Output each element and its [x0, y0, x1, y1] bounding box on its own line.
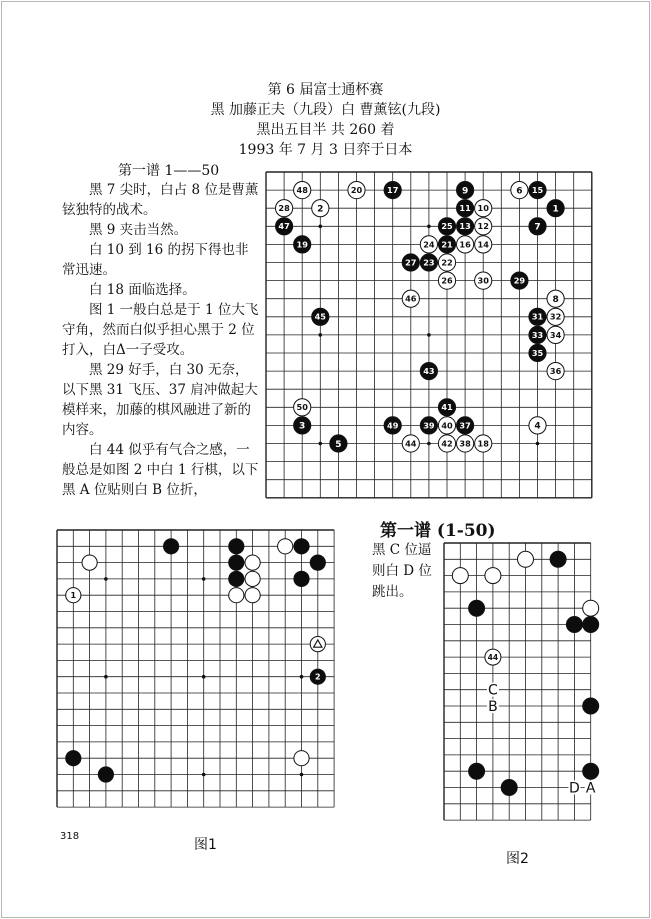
move-number: 23 — [423, 257, 435, 268]
star-point — [104, 675, 108, 679]
figure1-go-board — [57, 530, 357, 830]
black-stone — [550, 551, 566, 567]
black-stone — [469, 763, 485, 779]
move-number: 22 — [441, 257, 453, 268]
move-number: 33 — [531, 329, 544, 340]
move-number: 30 — [477, 275, 489, 286]
white-stone — [229, 588, 244, 603]
move-number: 48 — [296, 185, 308, 196]
move-number: 16 — [459, 239, 471, 250]
star-point — [300, 675, 304, 679]
black-stone — [469, 600, 485, 616]
figure2-caption: 图2 — [506, 851, 529, 867]
white-stone — [278, 539, 293, 554]
move-number: 8 — [552, 294, 559, 305]
star-point — [427, 225, 431, 229]
white-stone — [452, 568, 468, 584]
move-number: 3 — [299, 421, 306, 432]
point-label: A — [585, 780, 596, 797]
move-number: 25 — [441, 221, 453, 232]
move-number: 29 — [513, 275, 526, 286]
move-number: 41 — [441, 402, 453, 413]
white-stone — [245, 588, 260, 603]
figure1-caption: 图1 — [194, 837, 217, 853]
side-note: 黑 C 位逼则白 D 位跳出。 — [372, 542, 432, 600]
white-stone — [294, 751, 309, 766]
star-point — [300, 773, 304, 777]
move-number: 39 — [423, 420, 435, 431]
move-number: 40 — [441, 420, 453, 431]
board-grid — [444, 543, 591, 820]
move-number: 21 — [441, 239, 453, 250]
point-label: B — [488, 699, 498, 715]
move-number: 9 — [461, 186, 469, 197]
commentary-text — [62, 180, 262, 500]
move-number: 49 — [387, 420, 399, 431]
game-title: 第 6 届富士通杯赛 — [267, 82, 384, 98]
paragraph: 图 1 一般白总是于 1 位大飞守角，然而白似乎担心黑于 2 位打入，白Δ一子受攻。 — [62, 302, 259, 358]
white-stone — [310, 637, 325, 652]
point-label: D — [569, 780, 580, 797]
move-number: 18 — [477, 438, 489, 449]
move-number: 17 — [387, 185, 399, 196]
black-stone — [583, 617, 599, 633]
result-line: 黑出五目半 共 260 着 — [256, 122, 395, 138]
black-stone — [310, 555, 325, 570]
black-stone — [294, 539, 309, 554]
main-go-board — [266, 172, 606, 512]
black-stone — [583, 698, 599, 714]
move-number: 1 — [552, 204, 559, 215]
white-stone — [583, 600, 599, 616]
move-number: 35 — [531, 347, 544, 358]
move-number: 2 — [315, 672, 321, 682]
star-point — [319, 225, 323, 229]
star-point — [104, 577, 108, 581]
section-title: 第一谱 1——50 — [118, 163, 220, 179]
move-number: 31 — [531, 311, 544, 322]
move-number: 24 — [423, 239, 435, 250]
move-number: 36 — [549, 366, 562, 377]
move-number: 38 — [459, 438, 471, 449]
move-number: 15 — [531, 185, 544, 196]
move-number: 47 — [278, 221, 290, 232]
white-stone — [82, 555, 97, 570]
move-number: 10 — [477, 203, 489, 214]
paragraph: 白 44 似乎有气合之感，一般总是如图 2 中白 1 行棋，以下黑 A 位贴则白 B 位折， — [62, 442, 259, 498]
point-label: C — [488, 682, 498, 699]
move-number: 37 — [459, 420, 471, 431]
move-number: 45 — [314, 311, 326, 322]
white-stone — [245, 555, 260, 570]
white-stone — [245, 571, 260, 586]
black-stone — [566, 617, 582, 633]
black-stone — [229, 571, 244, 586]
paragraph: 白 10 到 16 的拐下得也非常迅速。 — [62, 242, 249, 278]
paragraph: 白 18 面临选择。 — [62, 282, 196, 298]
move-number: 34 — [549, 329, 562, 340]
move-number: 28 — [278, 203, 290, 214]
star-point — [202, 675, 206, 679]
move-number: 46 — [405, 293, 417, 304]
move-number: 13 — [459, 221, 471, 232]
move-number: 42 — [441, 438, 453, 449]
main-board-caption: 第一谱 (1-50) — [380, 521, 496, 541]
move-number: 2 — [317, 204, 324, 215]
move-number: 7 — [534, 222, 541, 233]
move-number: 32 — [549, 311, 562, 322]
black-stone — [229, 555, 244, 570]
black-stone — [164, 539, 179, 554]
move-number: 14 — [477, 239, 489, 250]
move-number: 20 — [350, 185, 363, 196]
star-point — [536, 442, 540, 446]
black-stone — [229, 539, 244, 554]
move-number: 6 — [516, 186, 523, 197]
star-point — [202, 577, 206, 581]
board-grid — [57, 530, 334, 807]
page-number: 318 — [60, 831, 80, 842]
move-number: 12 — [477, 221, 489, 232]
move-number: 44 — [405, 438, 417, 449]
star-point — [427, 442, 431, 446]
move-number: 19 — [296, 239, 308, 250]
white-stone — [518, 551, 534, 567]
white-stone — [485, 568, 501, 584]
figure2-go-board — [444, 543, 604, 843]
star-point — [319, 333, 323, 337]
date-line: 1993 年 7 月 3 日弈于日本 — [238, 142, 413, 158]
move-number: 5 — [335, 439, 342, 450]
black-stone — [98, 767, 113, 782]
paragraph: 黑 29 好手，白 30 无奈，以下黑 31 飞压、37 肩冲做起大模样来，加藤的棋风融进了新的内容。 — [62, 362, 258, 438]
black-stone — [66, 751, 81, 766]
paragraph: 黑 7 尖时，白占 8 位是曹薰铉独特的战术。 — [62, 182, 259, 218]
move-number: 50 — [296, 402, 308, 413]
move-number: 44 — [487, 652, 499, 662]
move-number: 1 — [70, 591, 77, 601]
black-stone — [583, 763, 599, 779]
black-stone — [501, 780, 517, 796]
paragraph: 黑 9 夹击当然。 — [62, 222, 188, 238]
black-stone — [294, 571, 309, 586]
move-number: 4 — [534, 421, 541, 432]
players-line: 黑 加藤正夫（九段）白 曹薰铉(九段) — [210, 102, 441, 118]
move-number: 27 — [405, 257, 417, 268]
move-number: 26 — [441, 275, 453, 286]
star-point — [427, 333, 431, 337]
star-point — [202, 773, 206, 777]
move-number: 11 — [459, 203, 471, 214]
move-number: 43 — [423, 366, 435, 377]
star-point — [319, 442, 323, 446]
